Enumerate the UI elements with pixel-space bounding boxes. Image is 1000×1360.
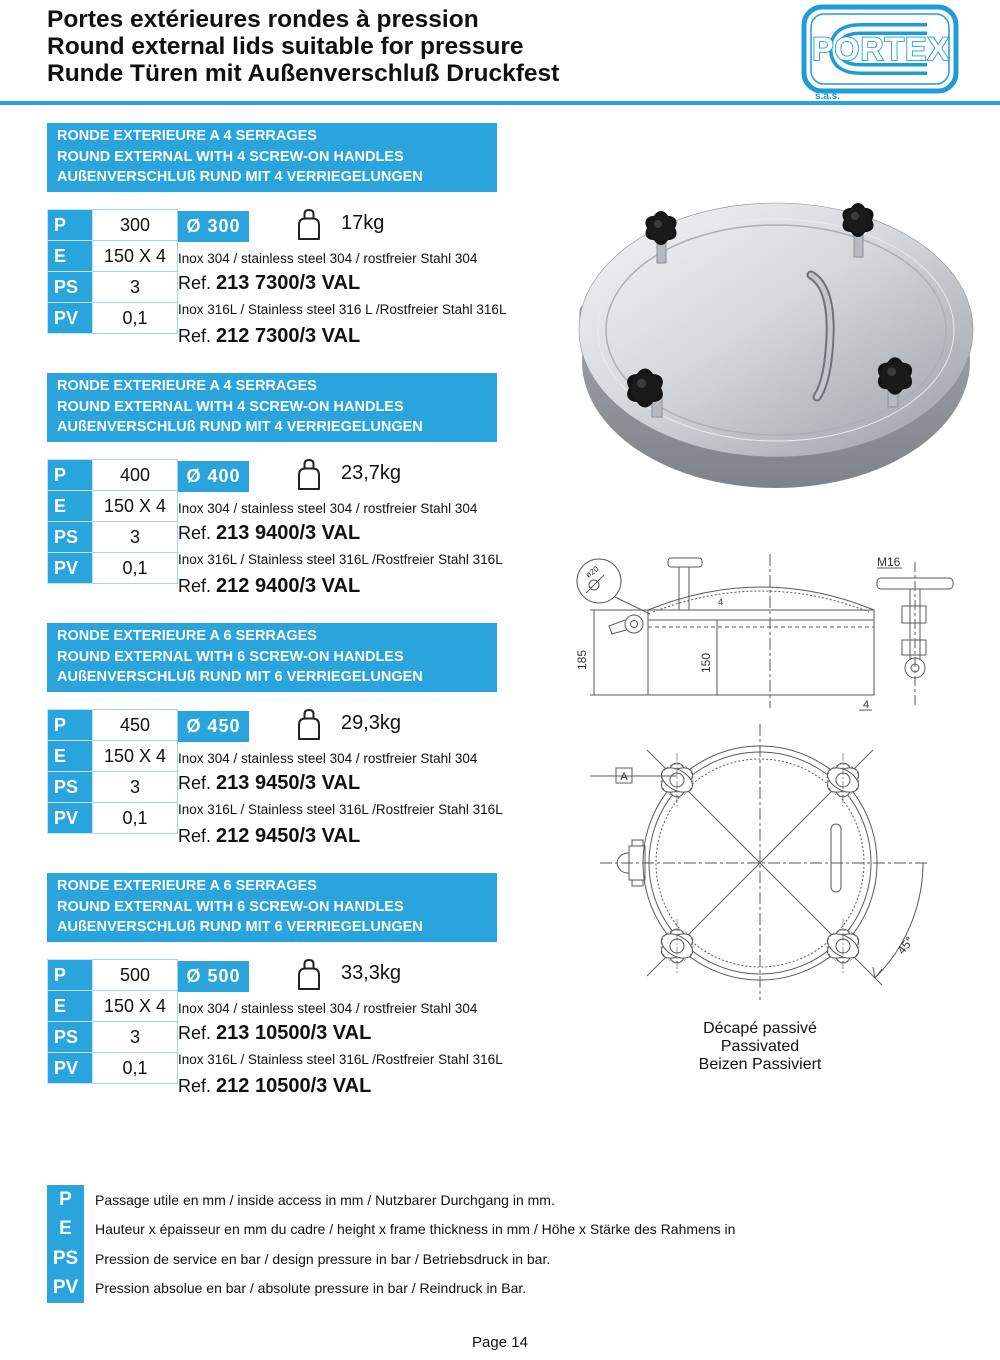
finish-line-fr: Décapé passivé	[703, 1020, 817, 1037]
spec-label: P	[48, 210, 93, 241]
knob-outline-icon	[657, 753, 696, 807]
spec-table	[47, 959, 178, 1084]
thread-label: M16	[877, 555, 901, 569]
ref-value: 212 7300/3 VAL	[216, 325, 361, 347]
header-divider	[0, 101, 1000, 105]
legend-row-pv	[47, 1274, 947, 1304]
spec-label: P	[48, 960, 93, 991]
reference	[178, 1022, 371, 1045]
legend-key: E	[47, 1215, 84, 1245]
ref-value: 212 10500/3 VAL	[216, 1075, 372, 1097]
spec-value: 3	[93, 1022, 178, 1053]
table-row	[48, 491, 178, 522]
portex-logo-text: PORTEX	[812, 31, 950, 67]
section-header	[47, 123, 497, 192]
legend	[47, 1185, 947, 1303]
spec-value: 150 X 4	[93, 241, 178, 272]
ref-label: Ref.	[178, 523, 212, 543]
weight-value: 29,3kg	[341, 712, 402, 734]
table-row	[48, 960, 178, 991]
spec-label: PS	[48, 772, 93, 803]
weight-value: 17kg	[341, 212, 385, 234]
spec-value: 0,1	[93, 803, 178, 834]
spec-table	[47, 459, 178, 584]
ref-label: Ref.	[178, 1076, 212, 1096]
table-row	[48, 522, 178, 553]
legend-text: Passage utile en mm / inside access in mm / Nutzbarer Durchgang in mm.	[95, 1191, 555, 1208]
reference	[178, 522, 360, 545]
finish-line-en: Passivated	[720, 1038, 800, 1055]
section-header-line: AUßENVERSCHLUß RUND MIT 6 VERRIEGELUNGEN	[57, 919, 423, 935]
dim-dome-4: 4	[718, 597, 724, 607]
spec-table	[47, 709, 178, 834]
weight-icon	[295, 706, 323, 742]
legend-text: Pression absolue en bar / absolute pressure in bar / Reindruck in Bar.	[95, 1280, 527, 1297]
weight-icon	[295, 956, 323, 992]
spec-value: 150 X 4	[93, 991, 178, 1022]
portex-logo-sub: s.a.s.	[815, 91, 841, 101]
section-header-line: RONDE EXTERIEURE A 4 SERRAGES	[57, 128, 317, 144]
material-line: Inox 316L / Stainless steel 316L /Rostfreier Stahl 316L	[178, 802, 503, 817]
page-number: Page 14	[472, 1334, 528, 1351]
spec-label: E	[48, 241, 93, 272]
legend-row-p	[47, 1185, 947, 1215]
knob-outline-icon	[823, 919, 862, 973]
detail-label: ø20	[583, 564, 601, 580]
spec-label: E	[48, 491, 93, 522]
table-row	[48, 1053, 178, 1084]
dim-185: 185	[575, 649, 589, 670]
side-view-drawing	[572, 548, 987, 713]
section-header	[47, 373, 497, 442]
spec-value: 400	[93, 460, 178, 491]
section-header-line: ROUND EXTERNAL WITH 6 SCREW-ON HANDLES	[57, 648, 404, 665]
spec-value: 150 X 4	[93, 741, 178, 772]
spec-value: 0,1	[93, 553, 178, 584]
legend-text: Hauteur x épaisseur en mm du cadre / height x frame thickness in mm / Höhe x Stärke des Rahmens in	[95, 1221, 736, 1238]
product-photo	[568, 183, 993, 493]
ref-value: 213 7300/3 VAL	[216, 272, 361, 294]
table-row	[48, 210, 178, 241]
spec-value: 150 X 4	[93, 491, 178, 522]
reference	[178, 1075, 371, 1098]
section-header-line: ROUND EXTERNAL WITH 6 SCREW-ON HANDLES	[57, 898, 404, 915]
diameter-badge: Ø 300	[178, 211, 249, 242]
portex-logo	[799, 3, 963, 101]
table-row	[48, 553, 178, 584]
spec-label: PV	[48, 1053, 93, 1084]
section-header	[47, 873, 497, 942]
table-row	[48, 803, 178, 834]
section-header-line: RONDE EXTERIEURE A 6 SERRAGES	[57, 628, 317, 644]
page-title-line-en: Round external lids suitable for pressure	[47, 33, 524, 60]
spec-label: E	[48, 741, 93, 772]
material-line: Inox 304 / stainless steel 304 / rostfreier Stahl 304	[178, 251, 478, 266]
product-section-500	[47, 873, 527, 1123]
spec-label: PV	[48, 303, 93, 334]
reference	[178, 825, 360, 848]
reference	[178, 772, 360, 795]
legend-row-e	[47, 1215, 947, 1245]
spec-value: 3	[93, 272, 178, 303]
ref-label: Ref.	[178, 1023, 212, 1043]
spec-value: 3	[93, 772, 178, 803]
product-section-300	[47, 123, 527, 373]
spec-label: PS	[48, 272, 93, 303]
diameter-badge: Ø 450	[178, 711, 249, 742]
dim-150: 150	[699, 652, 713, 673]
ref-value: 212 9450/3 VAL	[216, 825, 361, 847]
spec-label: P	[48, 710, 93, 741]
material-line: Inox 304 / stainless steel 304 / rostfreier Stahl 304	[178, 1001, 478, 1016]
table-row	[48, 303, 178, 334]
table-row	[48, 272, 178, 303]
page-title-line-de: Runde Türen mit Außenverschluß Druckfest	[47, 60, 560, 87]
spec-table	[47, 209, 178, 334]
spec-label: E	[48, 991, 93, 1022]
table-row	[48, 741, 178, 772]
finish-caption	[640, 1020, 880, 1074]
diameter-badge: Ø 400	[178, 461, 249, 492]
table-row	[48, 710, 178, 741]
product-section-400	[47, 373, 527, 623]
ref-label: Ref.	[178, 773, 212, 793]
section-a-label: A	[620, 771, 628, 783]
section-header-line: AUßENVERSCHLUß RUND MIT 4 VERRIEGELUNGEN	[57, 419, 423, 435]
ref-label: Ref.	[178, 273, 212, 293]
section-header-line: RONDE EXTERIEURE A 6 SERRAGES	[57, 878, 317, 894]
table-row	[48, 1022, 178, 1053]
section-header-line: AUßENVERSCHLUß RUND MIT 4 VERRIEGELUNGEN	[57, 169, 423, 185]
page-title	[47, 6, 559, 87]
table-row	[48, 991, 178, 1022]
reference	[178, 272, 360, 295]
knob-outline-icon	[657, 919, 696, 973]
reference	[178, 325, 360, 348]
ref-value: 212 9400/3 VAL	[216, 575, 361, 597]
angle-label: 45°	[894, 933, 917, 957]
ref-label: Ref.	[178, 826, 212, 846]
table-row	[48, 460, 178, 491]
legend-key: PV	[47, 1274, 84, 1304]
table-row	[48, 241, 178, 272]
ref-value: 213 9450/3 VAL	[216, 772, 361, 794]
material-line: Inox 316L / Stainless steel 316 L /Rostfreier Stahl 316L	[178, 302, 507, 317]
spec-value: 500	[93, 960, 178, 991]
ref-value: 213 9400/3 VAL	[216, 522, 361, 544]
product-section-450	[47, 623, 527, 873]
section-header-line: ROUND EXTERNAL WITH 4 SCREW-ON HANDLES	[57, 398, 404, 415]
section-header-line: ROUND EXTERNAL WITH 4 SCREW-ON HANDLES	[57, 148, 404, 165]
weight-value: 23,7kg	[341, 462, 402, 484]
spec-value: 0,1	[93, 303, 178, 334]
table-row	[48, 772, 178, 803]
weight-value: 33,3kg	[341, 962, 402, 984]
reference	[178, 575, 360, 598]
material-line: Inox 316L / Stainless steel 316L /Rostfreier Stahl 316L	[178, 552, 503, 567]
legend-key: PS	[47, 1244, 84, 1274]
dim-4: 4	[863, 699, 870, 711]
spec-label: P	[48, 460, 93, 491]
spec-value: 3	[93, 522, 178, 553]
knob-outline-icon	[823, 753, 862, 807]
spec-label: PV	[48, 553, 93, 584]
legend-row-ps	[47, 1244, 947, 1274]
section-header	[47, 623, 497, 692]
weight-icon	[295, 456, 323, 492]
spec-label: PV	[48, 803, 93, 834]
ref-value: 213 10500/3 VAL	[216, 1022, 372, 1044]
spec-label: PS	[48, 1022, 93, 1053]
spec-label: PS	[48, 522, 93, 553]
front-view-drawing	[585, 712, 985, 1004]
spec-value: 0,1	[93, 1053, 178, 1084]
finish-line-de: Beizen Passiviert	[698, 1056, 822, 1073]
section-header-line: AUßENVERSCHLUß RUND MIT 6 VERRIEGELUNGEN	[57, 669, 423, 685]
material-line: Inox 304 / stainless steel 304 / rostfreier Stahl 304	[178, 501, 478, 516]
legend-key: P	[47, 1185, 84, 1215]
material-line: Inox 316L / Stainless steel 316L /Rostfreier Stahl 316L	[178, 1052, 503, 1067]
material-line: Inox 304 / stainless steel 304 / rostfreier Stahl 304	[178, 751, 478, 766]
diameter-badge: Ø 500	[178, 961, 249, 992]
ref-label: Ref.	[178, 576, 212, 596]
spec-value: 300	[93, 210, 178, 241]
legend-text: Pression de service en bar / design pressure in bar / Betriebsdruck in bar.	[95, 1250, 551, 1267]
page-title-line-fr: Portes extérieures rondes à pression	[47, 6, 479, 33]
spec-value: 450	[93, 710, 178, 741]
weight-icon	[295, 206, 323, 242]
section-header-line: RONDE EXTERIEURE A 4 SERRAGES	[57, 378, 317, 394]
ref-label: Ref.	[178, 326, 212, 346]
